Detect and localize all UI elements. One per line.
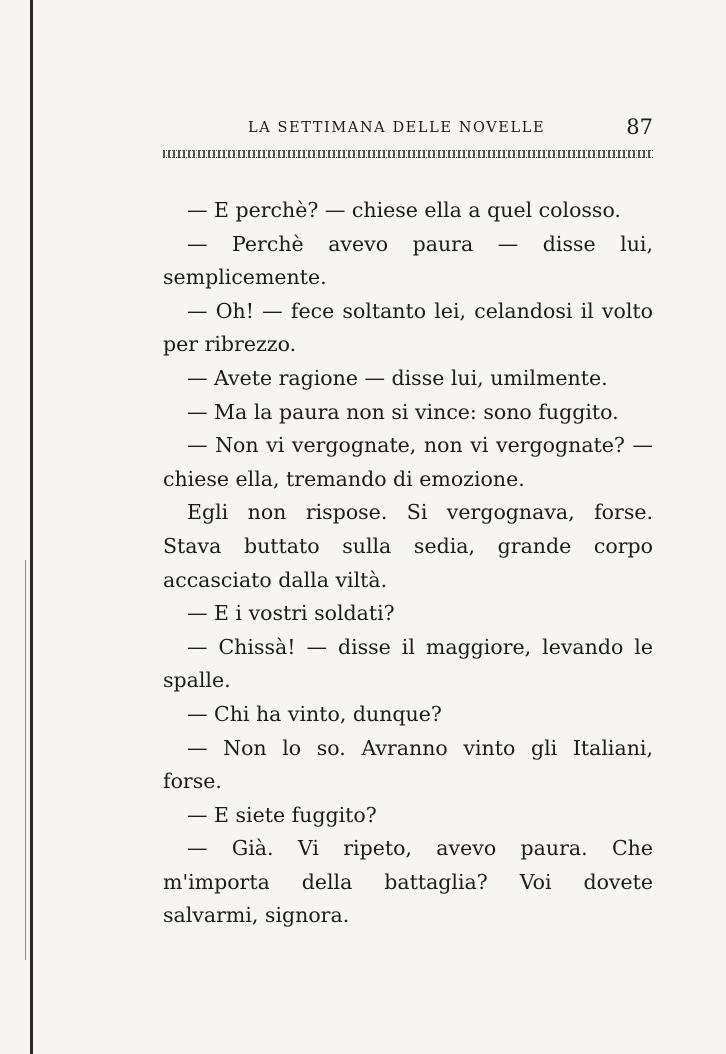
paragraph: — Chi ha vinto, dunque?	[187, 701, 442, 726]
paragraph: — Già. Vi ripeto, avevo paura. Che m'importa della battaglia? Voi dovete salvarmi, signora.	[163, 836, 653, 928]
paragraph: — Perchè avevo paura — disse lui, semplicemente.	[163, 231, 653, 290]
paragraph: — E i vostri soldati?	[187, 601, 395, 626]
running-header-title: LA SETTIMANA DELLE NOVELLE	[248, 120, 546, 136]
paragraph: — Ma la paura non si vince: sono fuggito.	[187, 399, 619, 424]
paragraph: — Oh! — fece soltanto lei, celandosi il volto per ribrezzo.	[163, 298, 653, 357]
page-binding-edge	[30, 0, 33, 1054]
paragraph: — E perchè? — chiese ella a quel colosso.	[187, 198, 621, 222]
page-number: 87	[626, 115, 653, 139]
paragraph: Egli non rispose. Si vergognava, forse. Stava buttato sulla sedia, grande corpo accasciato dalla viltà.	[163, 500, 653, 592]
paragraph: — Avete ragione — disse lui, umilmente.	[187, 365, 608, 390]
page-binding-shadow	[25, 560, 26, 960]
paragraph: — Non lo so. Avranno vinto gli Italiani, forse.	[163, 735, 653, 794]
body-text	[163, 194, 653, 933]
header-ornament-rule	[163, 150, 653, 158]
paragraph: — E siete fuggito?	[187, 802, 377, 827]
paragraph: — Chissà! — disse il maggiore, levando le spalle.	[163, 634, 653, 693]
book-page	[163, 112, 653, 933]
paragraph: — Non vi vergognate, non vi vergognate? — chiese ella, tremando di emozione.	[163, 433, 653, 491]
running-header	[163, 112, 653, 148]
